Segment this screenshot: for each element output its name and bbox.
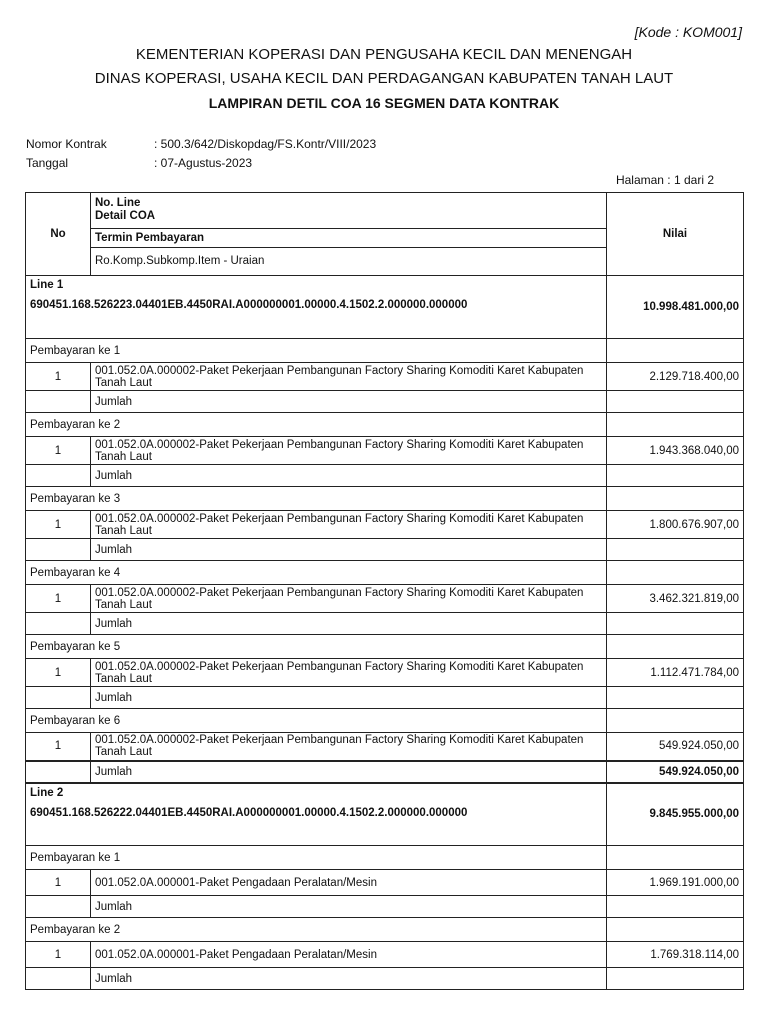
payment-title: Pembayaran ke 1 [26, 339, 607, 363]
payment-item-desc: 001.052.0A.000002-Paket Pekerjaan Pembangunan Factory Sharing Komoditi Karet Kabupaten Tanah Laut [91, 363, 607, 391]
coa-line-label: Line 1 [30, 279, 64, 291]
payment-title-row [26, 635, 744, 659]
payment-item-no: 1 [26, 437, 91, 465]
payment-jumlah-value [607, 687, 744, 709]
payment-jumlah-value [607, 391, 744, 413]
payment-item-row [26, 363, 744, 391]
payment-item-no: 1 [26, 585, 91, 613]
payment-item-row [26, 733, 744, 761]
header-no: No [26, 193, 91, 276]
payment-item-value: 1.112.471.784,00 [607, 659, 744, 687]
payment-title-row [26, 339, 744, 363]
payment-title-row [26, 561, 744, 585]
payment-title-row [26, 709, 744, 733]
payment-jumlah-row [26, 687, 744, 709]
document-title: LAMPIRAN DETIL COA 16 SEGMEN DATA KONTRAK [208, 95, 560, 111]
payment-jumlah-blank [26, 465, 91, 487]
payment-jumlah-blank [26, 539, 91, 561]
payment-title-blank [607, 561, 744, 585]
payment-jumlah-row [26, 465, 744, 487]
payment-item-no: 1 [26, 942, 91, 968]
payment-jumlah-value [607, 613, 744, 635]
payment-title-row [26, 846, 744, 870]
coa-line-value: 9.845.955.000,00 [607, 783, 744, 846]
payment-jumlah-value: 549.924.050,00 [607, 761, 744, 783]
payment-item-value: 1.769.318.114,00 [607, 942, 744, 968]
payment-jumlah-row [26, 613, 744, 635]
contract-number-value: : 500.3/642/Diskopdag/FS.Kontr/VIII/2023 [154, 137, 377, 151]
payment-jumlah-blank [26, 968, 91, 990]
payment-title: Pembayaran ke 3 [26, 487, 607, 511]
payment-jumlah-value [607, 968, 744, 990]
document-code: [Kode : KOM001] [634, 24, 742, 40]
coa-table [25, 192, 744, 990]
payment-item-row [26, 870, 744, 896]
coa-table-body [26, 193, 744, 990]
payment-title-row [26, 413, 744, 437]
payment-item-desc: 001.052.0A.000002-Paket Pekerjaan Pembangunan Factory Sharing Komoditi Karet Kabupaten Tanah Laut [91, 437, 607, 465]
payment-jumlah-label: Jumlah [91, 687, 607, 709]
payment-jumlah-blank [26, 613, 91, 635]
payment-item-no: 1 [26, 870, 91, 896]
payment-jumlah-row [26, 761, 744, 783]
payment-item-value: 1.969.191.000,00 [607, 870, 744, 896]
header-detail-coa: Detail COA [95, 210, 156, 222]
payment-title: Pembayaran ke 1 [26, 846, 607, 870]
payment-item-no: 1 [26, 659, 91, 687]
payment-item-row [26, 585, 744, 613]
payment-title: Pembayaran ke 2 [26, 413, 607, 437]
payment-title-row [26, 487, 744, 511]
payment-jumlah-label: Jumlah [91, 896, 607, 918]
payment-item-desc: 001.052.0A.000001-Paket Pengadaan Peralatan/Mesin [91, 870, 607, 896]
payment-jumlah-blank [26, 896, 91, 918]
table-header-row [26, 193, 744, 276]
payment-title: Pembayaran ke 4 [26, 561, 607, 585]
payment-jumlah-label: Jumlah [91, 539, 607, 561]
payment-jumlah-blank [26, 761, 91, 783]
payment-jumlah-blank [26, 391, 91, 413]
payment-item-row [26, 437, 744, 465]
coa-line-code: 690451.168.526223.04401EB.4450RAI.A000000001.00000.4.1502.2.000000.000000 [30, 299, 468, 311]
payment-title-blank [607, 709, 744, 733]
payment-item-value: 1.943.368.040,00 [607, 437, 744, 465]
header-stack [91, 193, 607, 276]
payment-jumlah-row [26, 896, 744, 918]
payment-item-row [26, 942, 744, 968]
contract-number-label: Nomor Kontrak [26, 137, 107, 151]
payment-title-blank [607, 846, 744, 870]
payment-item-no: 1 [26, 733, 91, 761]
coa-line-cell [26, 783, 607, 846]
payment-item-desc: 001.052.0A.000002-Paket Pekerjaan Pembangunan Factory Sharing Komoditi Karet Kabupaten Tanah Laut [91, 659, 607, 687]
payment-item-desc: 001.052.0A.000001-Paket Pengadaan Peralatan/Mesin [91, 942, 607, 968]
payment-item-no: 1 [26, 363, 91, 391]
coa-line-cell [26, 276, 607, 339]
payment-title: Pembayaran ke 5 [26, 635, 607, 659]
payment-title-blank [607, 918, 744, 942]
payment-item-value: 549.924.050,00 [607, 733, 744, 761]
payment-jumlah-row [26, 539, 744, 561]
payment-jumlah-label: Jumlah [91, 391, 607, 413]
coa-line-code: 690451.168.526222.04401EB.4450RAI.A000000001.00000.4.1502.2.000000.000000 [30, 806, 468, 819]
payment-title-row [26, 918, 744, 942]
payment-jumlah-blank [26, 687, 91, 709]
payment-jumlah-label: Jumlah [91, 761, 607, 783]
payment-jumlah-value [607, 896, 744, 918]
payment-item-value: 2.129.718.400,00 [607, 363, 744, 391]
payment-item-value: 1.800.676.907,00 [607, 511, 744, 539]
payment-item-no: 1 [26, 511, 91, 539]
payment-item-desc: 001.052.0A.000002-Paket Pekerjaan Pembangunan Factory Sharing Komoditi Karet Kabupaten Tanah Laut [91, 733, 607, 761]
payment-jumlah-value [607, 539, 744, 561]
payment-item-desc: 001.052.0A.000002-Paket Pekerjaan Pembangunan Factory Sharing Komoditi Karet Kabupaten Tanah Laut [91, 585, 607, 613]
header-termin: Termin Pembayaran [91, 229, 606, 248]
header-noline: No. Line [95, 197, 141, 209]
header-uraian: Ro.Komp.Subkomp.Item - Uraian [95, 255, 265, 267]
payment-jumlah-value [607, 465, 744, 487]
page-indicator: Halaman : 1 dari 2 [615, 173, 714, 187]
agency-title: DINAS KOPERASI, USAHA KECIL DAN PERDAGANGAN KABUPATEN TANAH LAUT [94, 70, 674, 87]
contract-date-value: : 07-Agustus-2023 [154, 156, 253, 170]
coa-line-row [26, 783, 744, 846]
payment-title-blank [607, 339, 744, 363]
payment-title-blank [607, 413, 744, 437]
payment-jumlah-label: Jumlah [91, 613, 607, 635]
payment-jumlah-row [26, 968, 744, 990]
payment-item-value: 3.462.321.819,00 [607, 585, 744, 613]
coa-line-label: Line 2 [30, 786, 64, 799]
payment-item-desc: 001.052.0A.000002-Paket Pekerjaan Pembangunan Factory Sharing Komoditi Karet Kabupaten Tanah Laut [91, 511, 607, 539]
payment-title-blank [607, 487, 744, 511]
header-noline-detail [91, 193, 606, 229]
coa-line-row [26, 276, 744, 339]
payment-jumlah-label: Jumlah [91, 465, 607, 487]
contract-date-label: Tanggal [26, 156, 69, 170]
payment-title: Pembayaran ke 6 [26, 709, 607, 733]
payment-item-row [26, 659, 744, 687]
payment-item-row [26, 511, 744, 539]
ministry-title: KEMENTERIAN KOPERASI DAN PENGUSAHA KECIL DAN MENENGAH [135, 46, 633, 63]
payment-jumlah-label: Jumlah [91, 968, 607, 990]
payment-title: Pembayaran ke 2 [26, 918, 607, 942]
header-nilai: Nilai [607, 193, 744, 276]
payment-jumlah-row [26, 391, 744, 413]
coa-line-value: 10.998.481.000,00 [607, 276, 744, 339]
payment-title-blank [607, 635, 744, 659]
